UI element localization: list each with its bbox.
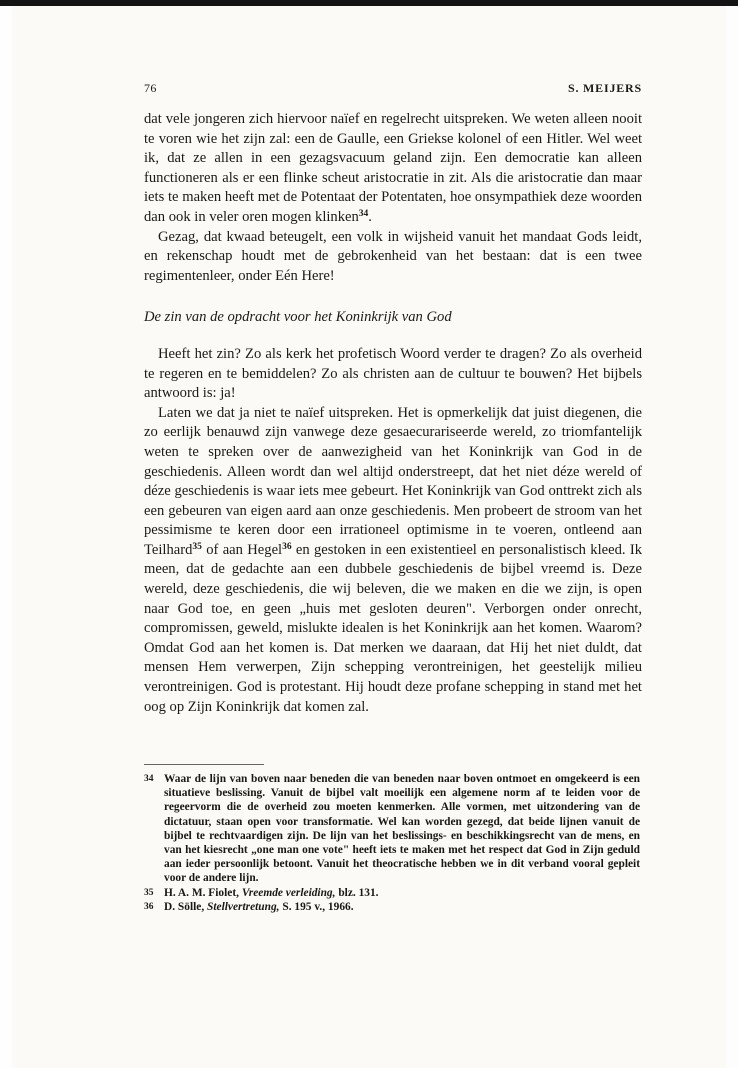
cited-title: Stellvertretung,	[207, 900, 280, 913]
footnote-number: 36	[144, 901, 154, 912]
body-text	[144, 110, 642, 717]
running-head	[144, 81, 642, 99]
paragraph: Gezag, dat kwaad beteugelt, een volk in wijsheid vanuit het mandaat Gods leidt, en rekenschap houdt met de gebrokenheid van het bestaan: dat is een twee regimentenleer, onder Eén Here!	[144, 228, 642, 284]
paragraph: Laten we dat ja niet te naïef uitspreken. Het is opmerkelijk dat juist diegenen, die zo eerlijk benauwd zijn vanwege deze gesaecurariseerde wereld, zo triomfantelijk weten te spreken over de aanwezigheid van het Koninkrijk van God in de geschiedenis. Alleen wordt dan wel altijd onderstreept, dat het niet déze wereld of déze geschiedenis is waar iets mee gebeurt. Het Koninkrijk van God onttrekt zich als een gebeuren van eigen aard aan onze geschiedenis. Men probeert de stroom van het pessimisme te keren door een irrationeel optimisme in te voeren, ontleend aan Teilhard$^{35}$ of aan Hegel$^{36}$ en gestoken in een existentieel en personalistisch kleed. Ik meen, dat de gedachte aan een dubbele geschiedenis de bijbel vreemd is. Deze wereld, deze geschiedenis, die wij beleven, die we maken en die we zijn, is open naar God toe, en geen „huis met gesloten deuren". Verborgen onder onrecht, compromissen, geweld, mislukte idealen is het Koninkrijk aan het komen. Waarom? Omdat God aan het komen is. Dat merken we daaraan, dat Hij het niet duldt, dat mensen Hem verwerpen, Zijn schepping verontreinigen, het geestelijk milieu verontreinigen. God is protestant. Hij houdt deze profane schepping in stand met het oog op Zijn Koninkrijk dat komen zal.	[144, 404, 643, 715]
footnote-ref[interactable]: 34	[358, 208, 369, 219]
footnote-divider	[144, 764, 264, 765]
paragraph: dat vele jongeren zich hiervoor naïef en regelrecht uitspreken. We weten alleen nooit te voren wie het zijn zal: een de Gaulle, een Griekse kolonel of een Hitler. Wel weet ik, dat ze allen in een gezagsvacuum geland zijn. Een democratie kan alleen functioneren als er een flinke scheut aristocratie in zit. Als die aristocratie dan maar iets te maken heeft met de Potentaat der Potentaten, hoe onsympathiek deze woorden dan ook in veler oren mogen klinken$^{34}$.	[144, 111, 642, 225]
footnote: 36 D. Sölle, Stellvertretung, S. 195 v., 1966.	[144, 900, 354, 913]
footnote	[144, 772, 640, 886]
scan-right-margin	[726, 6, 738, 1068]
footnote-ref[interactable]: 35	[192, 541, 202, 552]
section-heading: De zin van de opdracht voor het Koninkrijk van God	[144, 309, 452, 326]
footnote-text: Waar de lijn van boven naar beneden die van beneden naar boven ontmoet en omgekeerd is een situatieve beslissing. Vanuit de bijbel valt moeilijk een algemene norm af te leiden voor de regeervorm die de overheid zou moeten kenmerken. Alle vormen, met uitzondering van de dictatuur, staan open voor transformatie. Wel kan worden gezegd, dat beide lijnen vanuit de bijbel te rechtvaardigen zijn. De lijn van het beslissings- en beschikkingsrecht van de mens, en van het kiesrecht „one man one vote" heeft iets te maken met het respect dat God in Zijn geduld aan ieder persoonlijk betoont. Vanuit het theocratische hebben we in dit verband vooral gepleit voor de andere lijn.	[164, 773, 640, 885]
footnote-number: 34	[144, 774, 154, 784]
scan-left-margin	[0, 6, 12, 1068]
cited-title: Vreemde verleiding,	[241, 886, 336, 899]
footnote-number: 35	[144, 887, 154, 898]
footnotes	[144, 772, 640, 914]
running-head-author: S. MEIJERS	[567, 81, 642, 95]
page-number: 76	[144, 81, 157, 95]
footnote-ref[interactable]: 36	[282, 541, 292, 552]
footnote: 35 H. A. M. Fiolet, Vreemde verleiding, blz. 131.	[144, 886, 379, 899]
paragraph: Heeft het zin? Zo als kerk het profetisch Woord verder te dragen? Zo als overheid te regeren en te bemiddelen? Zo als christen aan de cultuur te bouwen? Het bijbels antwoord is: ja!	[144, 345, 642, 402]
